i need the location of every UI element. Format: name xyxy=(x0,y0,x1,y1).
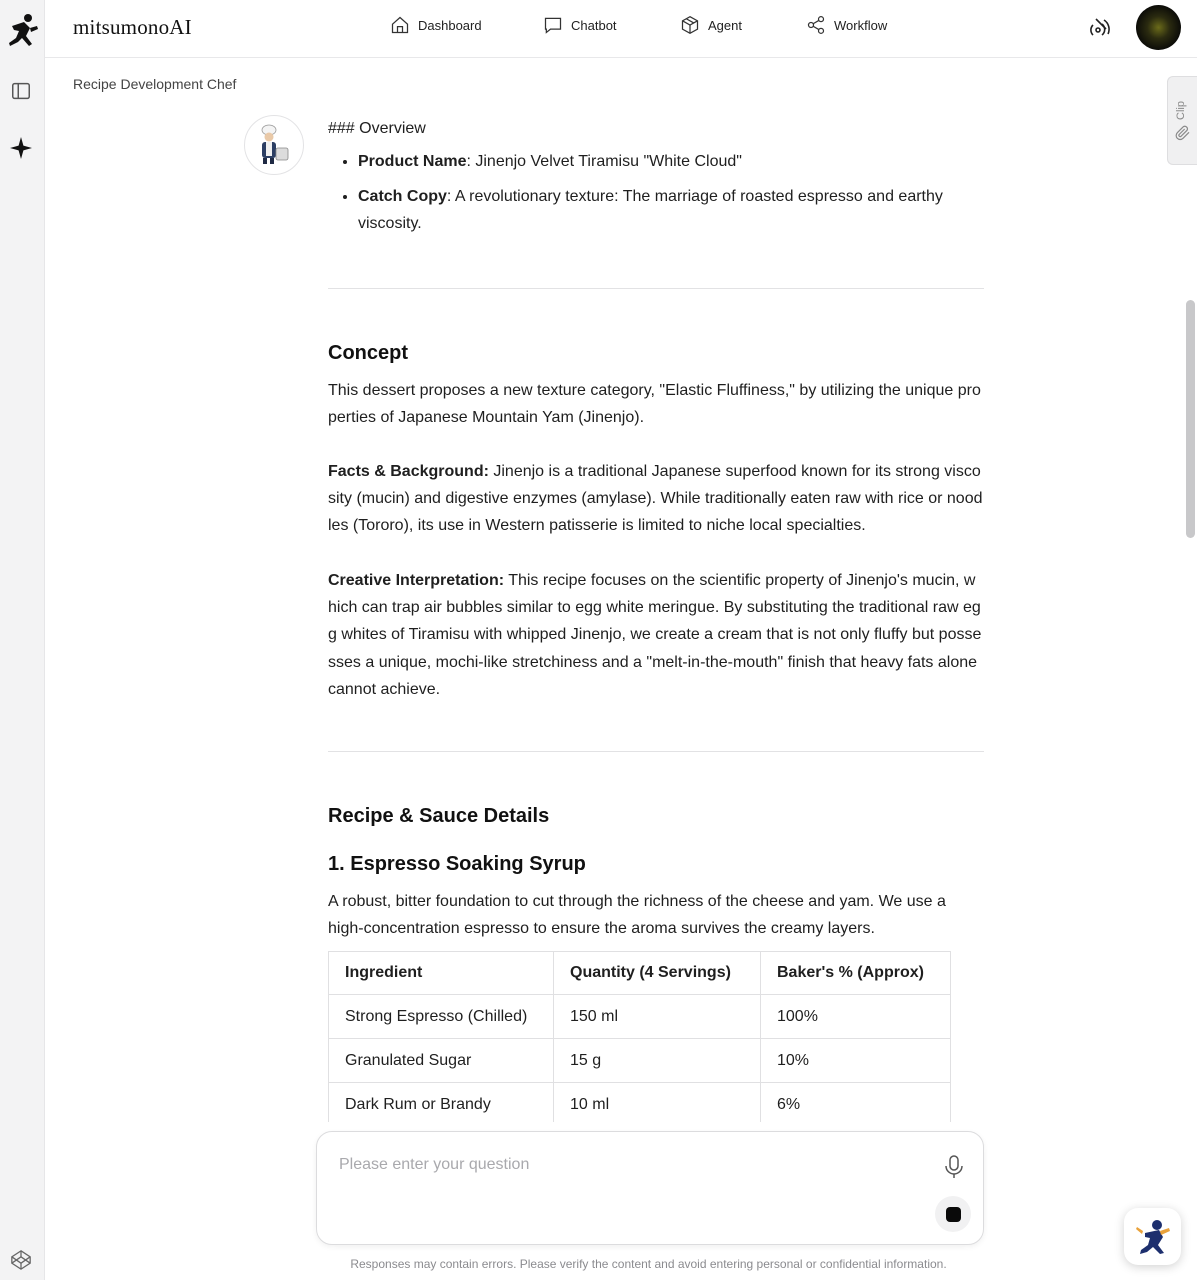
column-header: Ingredient xyxy=(329,952,554,995)
table-row xyxy=(329,995,951,1039)
assistant-message xyxy=(328,115,984,245)
divider xyxy=(328,288,984,289)
table-row xyxy=(329,1083,951,1123)
cube-icon xyxy=(680,15,700,35)
nav-agent[interactable] xyxy=(680,15,742,35)
table-cell: Strong Espresso (Chilled) xyxy=(329,995,554,1039)
recipe-heading: Recipe & Sauce Details xyxy=(328,805,550,827)
concept-text: This dessert proposes a new texture category, "Elastic Fluffiness," by utilizing the unique properties of Japanese Mountain Yam (Jinenjo). xyxy=(328,382,981,427)
nav-workflow[interactable] xyxy=(806,15,887,35)
ingredients-table xyxy=(328,951,951,1122)
clip-label: Clip xyxy=(1175,101,1187,120)
syrup-heading: 1. Espresso Soaking Syrup xyxy=(328,853,586,875)
top-header xyxy=(45,0,1197,58)
overview-heading: ### Overview xyxy=(328,120,426,137)
table-cell: 15 g xyxy=(554,1039,761,1083)
column-header: Quantity (4 Servings) xyxy=(554,952,761,995)
product-name-value: : Jinenjo Velvet Tiramisu "White Cloud" xyxy=(466,153,742,170)
nav-chatbot[interactable] xyxy=(543,15,617,35)
table-cell: 100% xyxy=(761,995,951,1039)
table-row xyxy=(329,1039,951,1083)
table-header-row xyxy=(329,952,951,995)
bot-avatar xyxy=(244,115,304,175)
left-rail xyxy=(0,0,45,1280)
stop-icon xyxy=(946,1207,961,1222)
question-input[interactable] xyxy=(339,1152,919,1178)
share-nodes-icon xyxy=(806,15,826,35)
table-cell: Dark Rum or Brandy xyxy=(329,1083,554,1123)
paperclip-icon xyxy=(1175,125,1191,141)
catch-copy-label: Catch Copy xyxy=(358,188,447,205)
chef-icon xyxy=(257,124,291,166)
nav-dashboard[interactable] xyxy=(390,15,482,35)
clip-tab[interactable] xyxy=(1167,76,1197,165)
ninja-mascot-icon xyxy=(1133,1217,1173,1257)
brand-name[interactable]: mitsumonoAI xyxy=(73,15,192,39)
divider xyxy=(328,751,984,752)
syrup-text: A robust, bitter foundation to cut through the richness of the cheese and yam. We use a high-concentration espresso to ensure the aroma survives the creamy layers. xyxy=(328,893,946,938)
app-logo-icon[interactable] xyxy=(4,12,40,50)
concept-heading: Concept xyxy=(328,342,408,364)
broadcast-icon[interactable] xyxy=(1087,15,1113,41)
product-name-label: Product Name xyxy=(358,153,467,170)
scrollbar-thumb[interactable] xyxy=(1186,300,1195,538)
stop-button[interactable] xyxy=(935,1196,971,1232)
creative-text: This recipe focuses on the scientific property of Jinenjo's mucin, which can trap air bubbles similar to egg white meringue. By substituting the traditional raw egg whites of Tiramisu with whipped Jinenjo, we create a cream that is not only fluffy but possesses a unique, mochi-like stretchiness and a "melt-in-the-mouth" finish that heavy fats alone cannot achieve. xyxy=(328,572,982,698)
table-cell: 10 ml xyxy=(554,1083,761,1123)
column-header: Baker's % (Approx) xyxy=(761,952,951,995)
breadcrumb: Recipe Development Chef xyxy=(73,76,237,92)
disclaimer-text: Responses may contain errors. Please verify the content and avoid entering personal or confidential information. xyxy=(350,1257,947,1271)
sidebar-toggle-icon[interactable] xyxy=(9,79,33,103)
microphone-icon[interactable] xyxy=(943,1154,965,1180)
catch-copy-value: : A revolutionary texture: The marriage of roasted espresso and earthy viscosity. xyxy=(358,188,943,232)
user-avatar[interactable] xyxy=(1136,5,1181,50)
facts-paragraph xyxy=(328,458,984,540)
table-cell: 150 ml xyxy=(554,995,761,1039)
sparkle-icon[interactable] xyxy=(9,136,33,160)
facts-label: Facts & Background: xyxy=(328,463,489,480)
chat-bubble-icon xyxy=(543,15,563,35)
overview-list xyxy=(358,148,984,237)
table-cell: 10% xyxy=(761,1039,951,1083)
list-item xyxy=(358,148,984,175)
nav-label: Chatbot xyxy=(571,17,617,33)
assistant-launcher-button[interactable] xyxy=(1124,1208,1181,1265)
creative-paragraph xyxy=(328,567,984,703)
creative-label: Creative Interpretation: xyxy=(328,572,505,589)
nav-label: Workflow xyxy=(834,17,888,33)
list-item xyxy=(358,183,984,237)
message-composer xyxy=(316,1131,984,1245)
facts-text: Jinenjo is a traditional Japanese superfood known for its strong viscosity (mucin) and digestive enzymes (amylase). While traditionally eaten raw with rice or noodles (Tororo), its use in Western patisserie is limited to niche local specialties. xyxy=(328,463,983,535)
nav-label: Dashboard xyxy=(418,17,482,33)
ingredients-table-viewport xyxy=(320,951,1000,1122)
nav-label: Agent xyxy=(708,17,742,33)
home-icon xyxy=(390,15,410,35)
table-cell: Granulated Sugar xyxy=(329,1039,554,1083)
table-cell: 6% xyxy=(761,1083,951,1123)
